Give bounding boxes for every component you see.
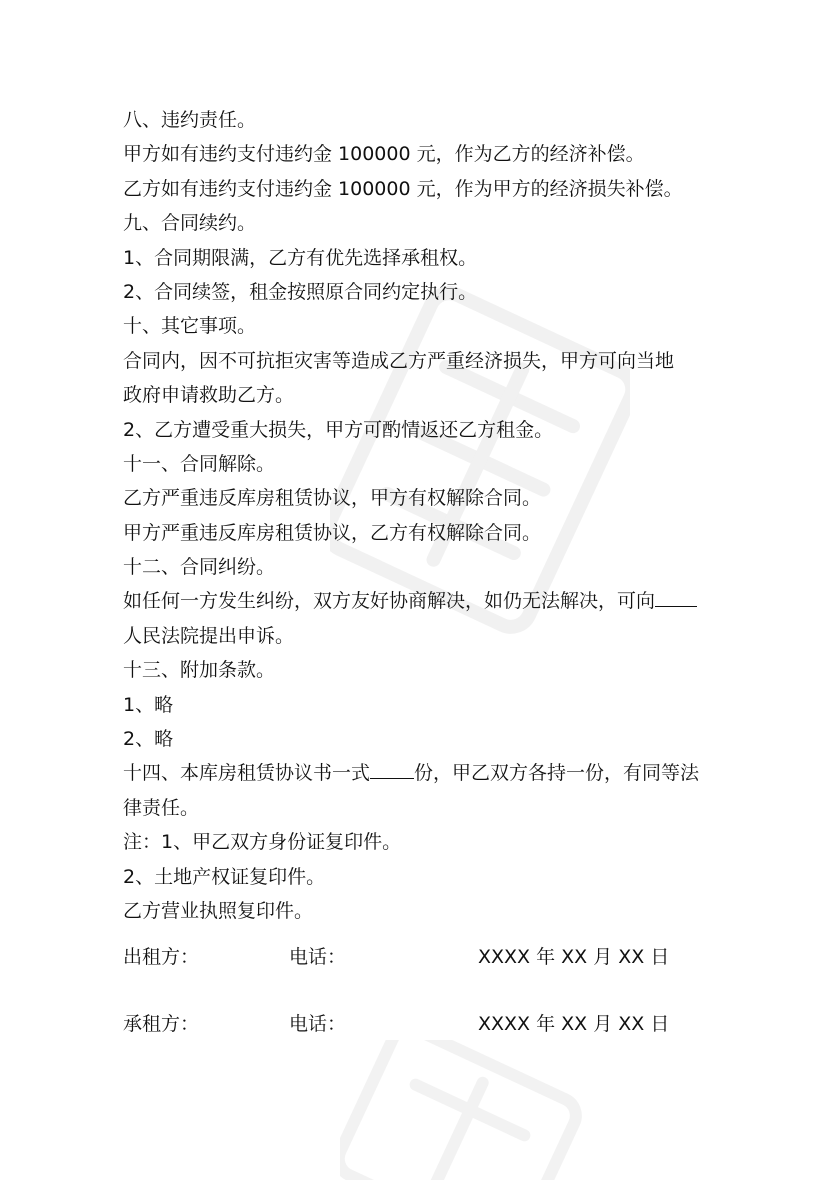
- lessee-date: XXXX 年 XX 月 XX 日: [478, 1013, 670, 1035]
- lessor-date: XXXX 年 XX 月 XX 日: [478, 946, 670, 968]
- text-line: 1、略: [123, 693, 174, 716]
- court-blank: [655, 588, 697, 607]
- copies-prefix: 十四、本库房租赁协议书一式: [123, 762, 371, 785]
- document-body: [123, 103, 713, 928]
- text-line: 1、合同期限满，乙方有优先选择承租权。: [123, 246, 478, 269]
- signature-row-lessor: [123, 940, 713, 974]
- section-heading-additional: 十三、附加条款。: [123, 659, 276, 682]
- text-line: 甲方严重违反库房租赁协议，乙方有权解除合同。: [123, 521, 542, 544]
- copies-suffix: 份，甲乙双方各持一份，有同等法: [414, 762, 700, 785]
- dispute-line: [123, 584, 713, 618]
- text-line: 人民法院提出申诉。: [123, 624, 295, 647]
- text-line: 乙方严重违反库房租赁协议，甲方有权解除合同。: [123, 487, 542, 510]
- section-heading-other: 十、其它事项。: [123, 315, 257, 338]
- copies-blank: [370, 760, 414, 779]
- signature-row-lessee: [123, 1007, 713, 1041]
- lessee-label: 承租方：: [123, 1013, 200, 1035]
- text-line: 2、乙方遭受重大损失，甲方可酌情返还乙方租金。: [123, 418, 554, 441]
- text-line: 2、略: [123, 728, 174, 751]
- section-heading-termination: 十一、合同解除。: [123, 452, 276, 475]
- text-line: 合同内，因不可抗拒灾害等造成乙方严重经济损失，甲方可向当地: [123, 349, 675, 372]
- copies-line: [123, 756, 713, 790]
- note-line: 注：1、甲乙双方身份证复印件。: [123, 831, 402, 854]
- text-line: 乙方如有违约支付违约金 100000 元，作为甲方的经济损失补偿。: [123, 177, 683, 200]
- section-heading-renewal: 九、合同续约。: [123, 212, 257, 235]
- text-line: 政府申请救助乙方。: [123, 384, 295, 407]
- text-line: 2、土地产权证复印件。: [123, 865, 326, 888]
- lessee-phone-label: 电话：: [289, 1013, 347, 1035]
- text-line: 2、合同续签，租金按照原合同约定执行。: [123, 280, 478, 303]
- section-heading-dispute: 十二、合同纠纷。: [123, 556, 276, 579]
- lessor-phone-label: 电话：: [289, 946, 347, 968]
- text-line: 律责任。: [123, 796, 200, 819]
- text-line: 甲方如有违约支付违约金 100000 元，作为乙方的经济补偿。: [123, 143, 645, 166]
- section-heading-breach: 八、违约责任。: [123, 109, 257, 131]
- text-line: 乙方营业执照复印件。: [123, 899, 314, 922]
- dispute-text: 如任何一方发生纠纷，双方友好协商解决，如仍无法解决，可向: [123, 590, 656, 613]
- lessor-label: 出租方：: [123, 946, 200, 968]
- watermark-seal-icon: [340, 1040, 600, 1180]
